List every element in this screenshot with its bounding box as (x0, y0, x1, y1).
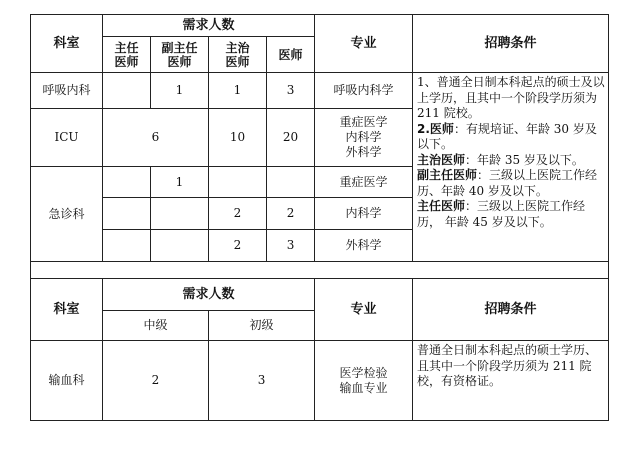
cell-major: 重症医学 内科学 外科学 (315, 109, 413, 167)
header2-demand: 需求人数 (103, 279, 315, 311)
recruitment-table (30, 14, 609, 421)
requirements-text (413, 73, 609, 262)
cell-attending: 2 (209, 198, 267, 230)
header-chief-line1: 主任 (114, 40, 139, 55)
cell-major: 呼吸内科学 (315, 73, 413, 109)
header-deputy-line2: 医师 (167, 54, 192, 69)
requirement-4: 副主任医师：三级以上医院工作经历、年龄 40 岁及以下。 (417, 168, 598, 198)
cell-deputy: 1 (151, 73, 209, 109)
cell-deputy (151, 230, 209, 262)
cell-physician (267, 167, 315, 198)
header-demand: 需求人数 (103, 15, 315, 37)
header-attending-line2: 医师 (225, 54, 250, 69)
cell-physician: 3 (267, 73, 315, 109)
cell-physician: 3 (267, 230, 315, 262)
cell-chief (103, 198, 151, 230)
cell-major: 外科学 (315, 230, 413, 262)
requirement-5: 主任医师：三级以上医院工作经历， 年龄 45 岁及以下。 (417, 199, 586, 229)
requirement-2: 2.医师：有规培证、年龄 30 岁及以下。 (417, 121, 597, 151)
cell-attending (209, 167, 267, 198)
cell-major: 内科学 (315, 198, 413, 230)
cell-chief (103, 230, 151, 262)
dept-respiratory: 呼吸内科 (31, 73, 103, 109)
header-deputy-chief (151, 37, 209, 73)
cell-junior-level: 3 (209, 341, 315, 421)
dept-transfusion: 输血科 (31, 341, 103, 421)
cell-attending: 10 (209, 109, 267, 167)
cell-major: 医学检验 输血专业 (315, 341, 413, 421)
cell-chief (103, 167, 151, 198)
header2-major: 专业 (315, 279, 413, 341)
cell-deputy (151, 198, 209, 230)
cell-major: 重症医学 (315, 167, 413, 198)
header2-requirements: 招聘条件 (413, 279, 609, 341)
header2-junior-level: 初级 (209, 311, 315, 341)
header-chief-line2: 医师 (114, 54, 139, 69)
header2-dept: 科室 (31, 279, 103, 341)
header-dept: 科室 (31, 15, 103, 73)
requirement-1: 1、普通全日制本科起点的硕士及以上学历，且其中一个阶段学历须为 211 院校。 (417, 75, 605, 120)
cell-attending: 2 (209, 230, 267, 262)
header-attending-line1: 主治 (225, 40, 250, 55)
cell-attending: 1 (209, 73, 267, 109)
header-deputy-line1: 副主任 (161, 40, 198, 55)
table-separator (31, 262, 609, 279)
dept-emergency: 急诊科 (31, 167, 103, 262)
requirements2-text: 普通全日制本科起点的硕士学历、且其中一个阶段学历须为 211 院校，有资格证。 (413, 341, 609, 421)
header-chief (103, 37, 151, 73)
cell-chief-deputy-merged: 6 (103, 109, 209, 167)
dept-icu: ICU (31, 109, 103, 167)
header-attending (209, 37, 267, 73)
requirement-3: 主治医师：年龄 35 岁及以下。 (417, 152, 584, 167)
cell-physician: 20 (267, 109, 315, 167)
header-major: 专业 (315, 15, 413, 73)
header2-mid-level: 中级 (103, 311, 209, 341)
cell-mid-level: 2 (103, 341, 209, 421)
header-physician: 医师 (267, 37, 315, 73)
cell-deputy: 1 (151, 167, 209, 198)
cell-chief (103, 73, 151, 109)
cell-physician: 2 (267, 198, 315, 230)
header-requirements: 招聘条件 (413, 15, 609, 73)
recruitment-document (30, 14, 608, 421)
